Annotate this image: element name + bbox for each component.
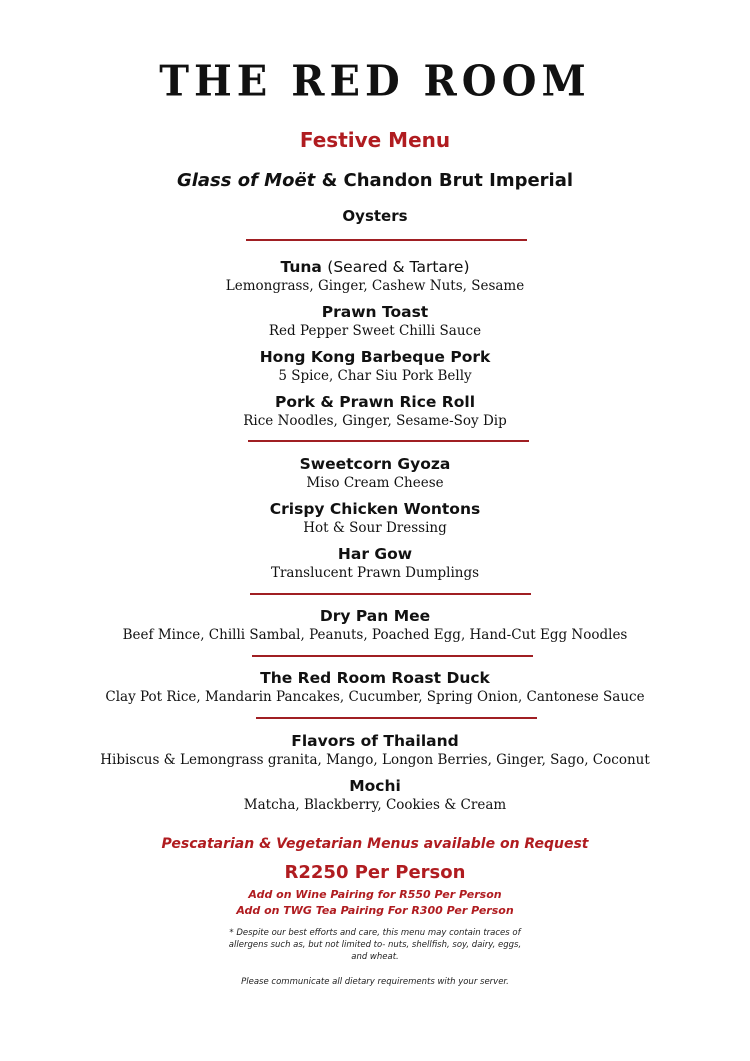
section-divider (256, 717, 537, 719)
dish-name: Prawn Toast (321, 303, 429, 321)
dish-description: Hot & Sour Dressing (303, 520, 447, 536)
oysters-course: Oysters (342, 207, 408, 225)
wine-pairing-offer: Add on Wine Pairing for R550 Per Person (248, 888, 502, 901)
dish-description: Miso Cream Cheese (306, 475, 444, 491)
dish-name: Hong Kong Barbeque Pork (259, 348, 491, 366)
dish-name-suffix: (Seared & Tartare) (327, 258, 470, 276)
dish-name: Sweetcorn Gyoza (299, 455, 451, 473)
dish-description: Red Pepper Sweet Chilli Sauce (268, 323, 482, 339)
dish-item (0, 347, 750, 385)
dish-description: Translucent Prawn Dumplings (270, 565, 480, 581)
menu-title: Festive Menu (299, 128, 451, 152)
dish-item (0, 544, 750, 582)
welcome-drink (0, 170, 750, 191)
allergen-disclaimer: * Despite our best efforts and care, this menu may contain traces of allergens such as, but not limited to- nuts, shellfish, soy, dairy, eggs, and wheat. (228, 928, 522, 962)
dish-name: The Red Room Roast Duck (260, 669, 490, 687)
dish-name: Pork & Prawn Rice Roll (274, 393, 476, 411)
dish-name: Crispy Chicken Wontons (269, 500, 481, 518)
welcome-drink-rest: & Chandon Brut Imperial (321, 170, 574, 191)
restaurant-logo: THE RED ROOM (159, 56, 591, 107)
dish-name: Flavors of Thailand (291, 732, 459, 750)
dietary-menus-note: Pescatarian & Vegetarian Menus available on Request (161, 836, 589, 852)
dish-name: Dry Pan Mee (319, 607, 431, 625)
dish-item (0, 776, 750, 814)
dish-description: Clay Pot Rice, Mandarin Pancakes, Cucumber, Spring Onion, Cantonese Sauce (105, 689, 645, 705)
dish-description: Rice Noodles, Ginger, Sesame-Soy Dip (243, 413, 507, 429)
section-divider (248, 440, 529, 442)
section-divider (246, 239, 527, 241)
section-divider (252, 655, 533, 657)
dish-item (0, 499, 750, 537)
dish-name: Har Gow (337, 545, 413, 563)
dish-description: Beef Mince, Chilli Sambal, Peanuts, Poached Egg, Hand-Cut Egg Noodles (122, 627, 628, 643)
tea-pairing-offer: Add on TWG Tea Pairing For R300 Per Person (236, 904, 514, 917)
dish-name: Mochi (349, 777, 401, 795)
dish-name (0, 257, 750, 277)
dish-description: Matcha, Blackberry, Cookies & Cream (243, 797, 507, 813)
dish-item (0, 606, 750, 644)
section-divider (250, 593, 531, 595)
dietary-requirements-note: Please communicate all dietary requirements with your server. (241, 977, 509, 987)
dish-item (0, 731, 750, 769)
dish-item (0, 392, 750, 430)
dish-item (0, 454, 750, 492)
dish-item (0, 302, 750, 340)
welcome-drink-italic: Glass of Moët (176, 170, 316, 191)
dish-item (0, 668, 750, 706)
dish-name-text: Tuna (280, 258, 322, 276)
dish-description: 5 Spice, Char Siu Pork Belly (278, 368, 472, 384)
price: R2250 Per Person (284, 862, 466, 883)
dish-item (0, 257, 750, 295)
dish-description: Lemongrass, Ginger, Cashew Nuts, Sesame (225, 278, 525, 294)
dish-description: Hibiscus & Lemongrass granita, Mango, Longon Berries, Ginger, Sago, Coconut (100, 752, 650, 768)
